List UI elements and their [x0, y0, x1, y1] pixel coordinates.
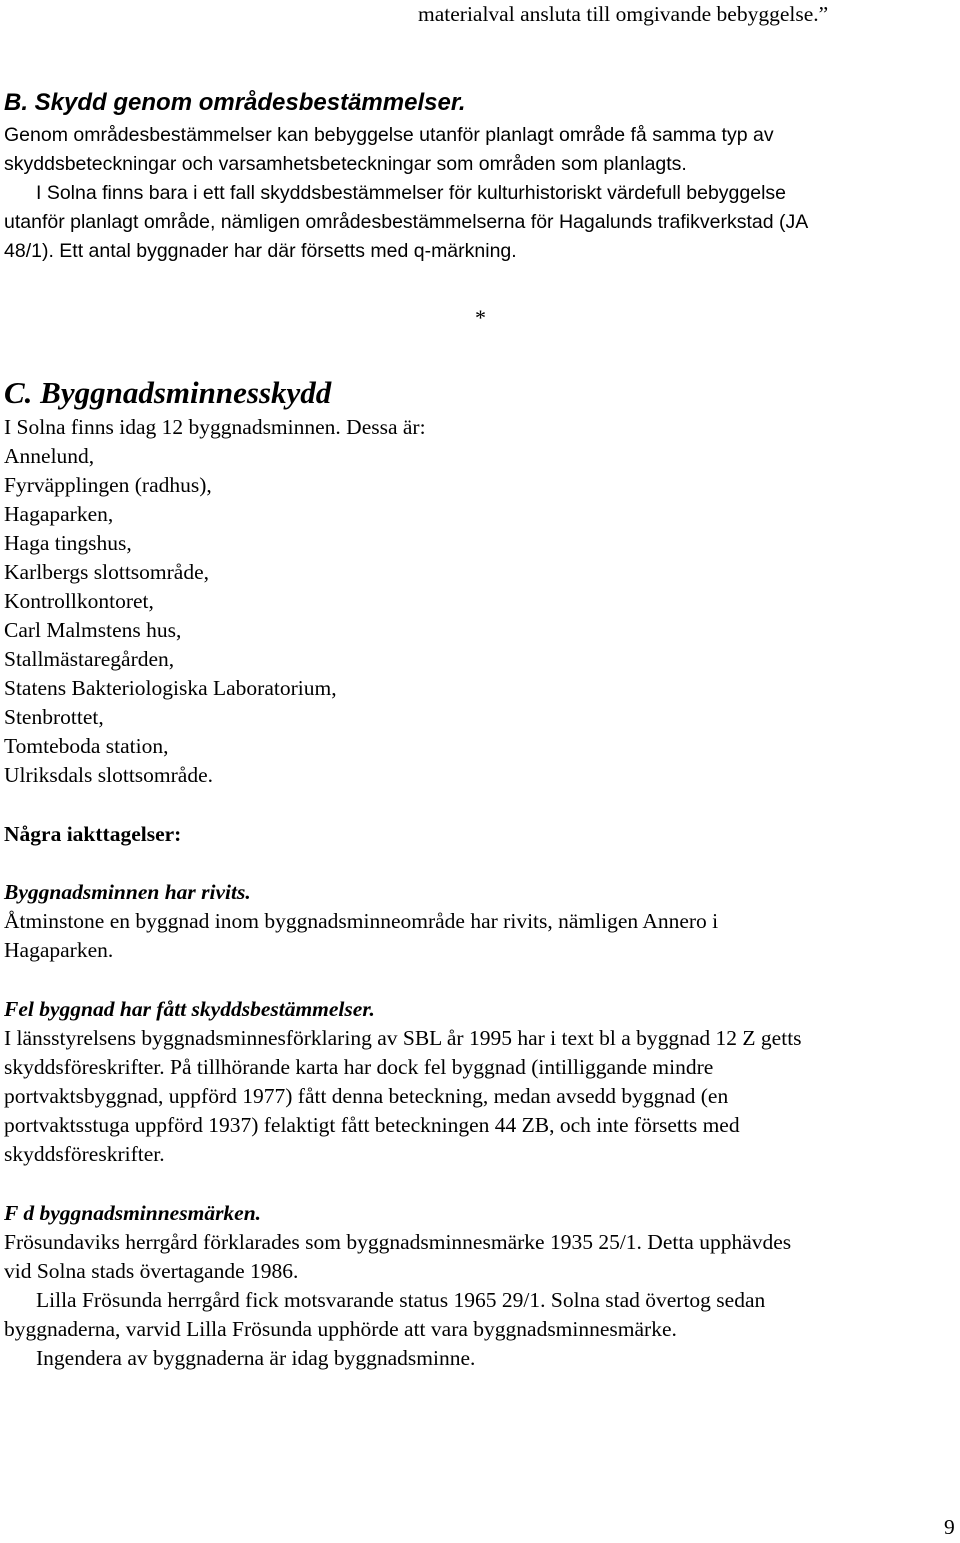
observation-text-line: I länsstyrelsens byggnadsminnesförklaring av SBL år 1995 har i text bl a byggnad 12 Z getts: [4, 1026, 802, 1050]
observation-text-line: byggnaderna, varvid Lilla Frösunda upphörde att vara byggnadsminnesmärke.: [4, 1317, 677, 1341]
monument-list-item: Kontrollkontoret,: [4, 589, 154, 613]
observation-text-line: Åtminstone en byggnad inom byggnadsminneområde har rivits, nämligen Annero i: [4, 909, 719, 933]
monument-list-item: Karlbergs slottsområde,: [4, 560, 210, 584]
observation-text-line: Ingendera av byggnaderna är idag byggnadsminne.: [36, 1346, 476, 1370]
subsection-heading-wrong-building: Fel byggnad har fått skyddsbestämmelser.: [4, 997, 375, 1021]
section-b-text-line: I Solna finns bara i ett fall skyddsbestämmelser för kulturhistoriskt värdefull bebyggelse: [36, 182, 787, 204]
section-b-heading: B. Skydd genom områdesbestämmelser.: [4, 89, 466, 116]
section-c-intro: I Solna finns idag 12 byggnadsminnen. Dessa är:: [4, 415, 426, 439]
observation-text-line: portvaktsstuga uppförd 1937) felaktigt fått beteckningen 44 ZB, och inte försetts med: [4, 1113, 740, 1137]
page-number: 9: [944, 1515, 955, 1539]
section-separator: *: [475, 305, 486, 330]
monument-list-item: Annelund,: [4, 444, 95, 468]
observation-text-line: Hagaparken.: [4, 938, 114, 962]
monument-list-item: Hagaparken,: [4, 502, 114, 526]
observation-text-line: skyddsföreskrifter. På tillhörande karta har dock fel byggnad (intilliggande mindre: [4, 1055, 714, 1079]
monument-list-item: Ulriksdals slottsområde.: [4, 763, 214, 787]
section-b-text-line: 48/1). Ett antal byggnader har där försetts med q-märkning.: [4, 240, 517, 262]
monument-list-item: Stallmästaregården,: [4, 647, 175, 671]
monument-list-item: Fyrväpplingen (radhus),: [4, 473, 212, 497]
observation-text-line: skyddsföreskrifter.: [4, 1142, 165, 1166]
subsection-heading-demolished: Byggnadsminnen har rivits.: [4, 880, 251, 904]
monument-list-item: Stenbrottet,: [4, 705, 104, 729]
monument-list-item: Carl Malmstens hus,: [4, 618, 182, 642]
observations-heading: Några iakttagelser:: [4, 822, 182, 846]
continued-text: materialval ansluta till omgivande bebyggelse.”: [418, 2, 829, 26]
section-b-text-line: Genom områdesbestämmelser kan bebyggelse utanför planlagt område få samma typ av: [4, 124, 774, 146]
monument-list-item: Haga tingshus,: [4, 531, 132, 555]
subsection-heading-former-marks: F d byggnadsminnesmärken.: [4, 1201, 262, 1225]
monument-list-item: Tomteboda station,: [4, 734, 169, 758]
observation-text-line: Frösundaviks herrgård förklarades som byggnadsminnesmärke 1935 25/1. Detta upphävdes: [4, 1230, 792, 1254]
observation-text-line: Lilla Frösunda herrgård fick motsvarande status 1965 29/1. Solna stad övertog sedan: [36, 1288, 766, 1312]
section-c-heading: C. Byggnadsminnesskydd: [4, 375, 332, 410]
observation-text-line: portvaktsbyggnad, uppförd 1977) fått denna beteckning, medan avsedd byggnad (en: [4, 1084, 729, 1108]
monument-list-item: Statens Bakteriologiska Laboratorium,: [4, 676, 337, 700]
observation-text-line: vid Solna stads övertagande 1986.: [4, 1259, 299, 1283]
section-b-text-line: utanför planlagt område, nämligen områdesbestämmelserna för Hagalunds trafikverkstad (JA: [4, 211, 809, 233]
section-b-text-line: skyddsbeteckningar och varsamhetsbeteckningar som områden som planlagts.: [4, 153, 687, 175]
